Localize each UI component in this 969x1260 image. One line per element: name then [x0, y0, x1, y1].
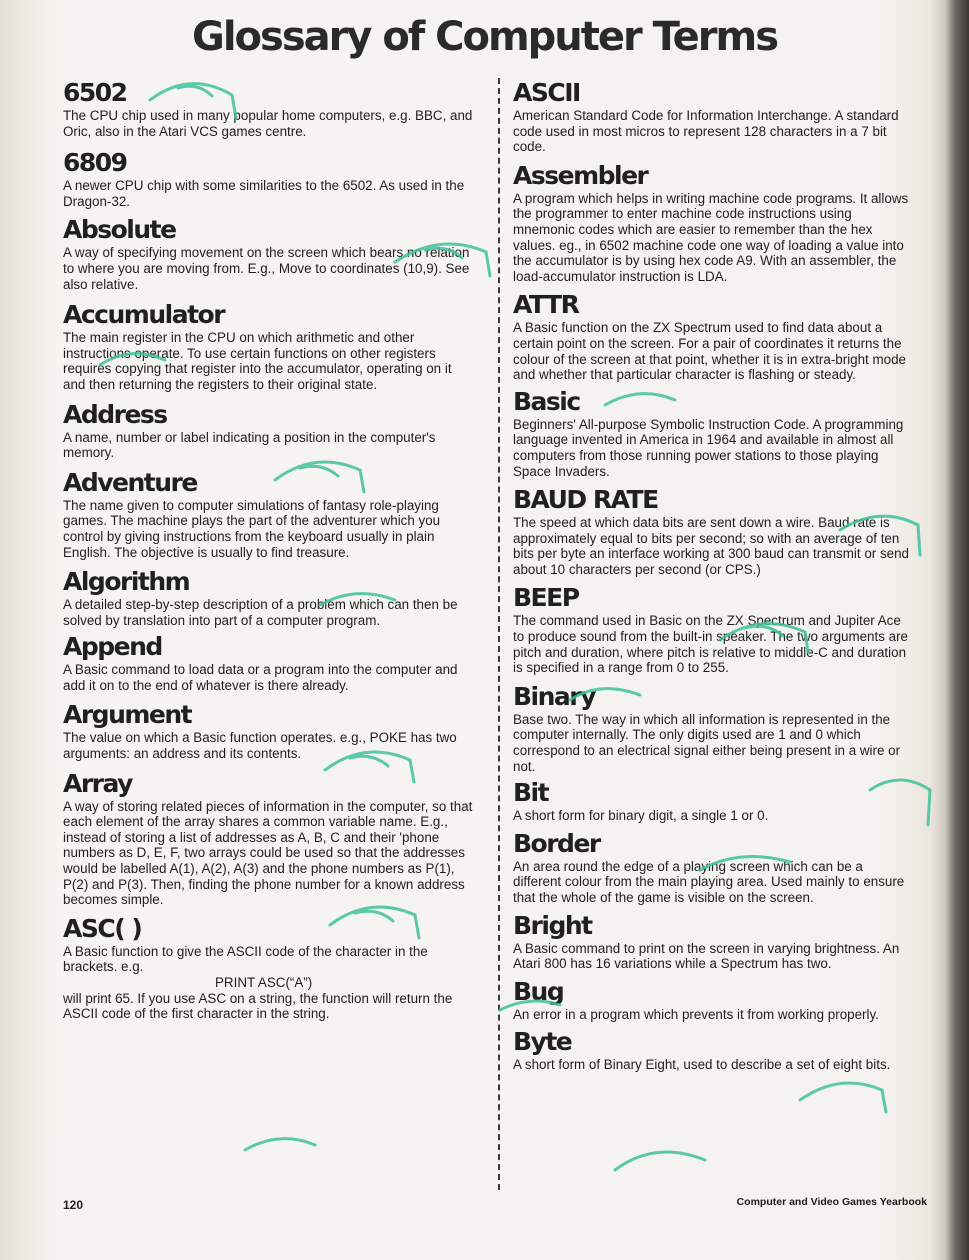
- glossary-entry: [513, 682, 913, 774]
- marker-squiggle: [615, 1152, 705, 1170]
- glossary-entry: [63, 215, 473, 292]
- entry-definition: A Basic command to load data or a program into the computer and add it on to the end of whatever is there already.: [63, 662, 458, 693]
- entry-definition: The main register in the CPU on which arithmetic and other instructions operate. To use certain functions on other registers requires copying that register into the accumulator, operating on it and then returning the registers to their original state.: [63, 330, 452, 392]
- entry-definition: Base two. The way in which all information is represented in the computer internally. The only digits used are 1 and 0 which correspond to an electrical signal either being present in a wire or not.: [513, 711, 901, 774]
- glossary-entry: [513, 485, 913, 577]
- glossary-entry: [63, 78, 473, 139]
- glossary-entry: [513, 911, 913, 972]
- entry-definition: A short form of Binary Eight, used to describe a set of eight bits.: [513, 1057, 891, 1073]
- glossary-entry: [63, 468, 473, 560]
- glossary-entry: [63, 567, 473, 628]
- entry-definition: American Standard Code for Information Interchange. A standard code used in most micros to represent 128 characters in a 7 bit code.: [513, 108, 899, 155]
- entry-term: Basic: [513, 386, 580, 416]
- glossary-entry: [513, 161, 913, 285]
- entry-definition: A way of specifying movement on the screen which bears no relation to where you are moving from. E.g., Move to coordinates (10,9). See also relative.: [63, 245, 470, 292]
- entry-term: Argument: [63, 700, 192, 730]
- entry-term: ATTR: [513, 290, 579, 320]
- entry-definition: The name given to computer simulations of fantasy role-playing games. The machine plays the part of the adventurer which you control by giving instructions from the keyboard usually in plain English. The objective is usually to find treasure.: [63, 497, 441, 560]
- page-title: Glossary of Computer Terms: [191, 14, 777, 60]
- glossary-entry: [513, 290, 913, 382]
- definition-end: will print 65. If you use ASC on a string, the function will return the ASCII code of the first character in the string.: [63, 990, 453, 1022]
- entry-term: Accumulator: [63, 300, 225, 330]
- entry-definition: A Basic function on the ZX Spectrum used to find data about a certain point on the screen. For a pair of coordinates it returns the colour of the screen at that point, whether it is in extra-bright mode and whether that particular character is flashing or steady.: [513, 320, 906, 383]
- entry-definition: A short form for binary digit, a single 1 or 0.: [513, 808, 769, 824]
- glossary-entry: [513, 387, 913, 479]
- glossary-entry-asc: [63, 914, 473, 1022]
- entry-definition: The CPU chip used in many popular home computers, e.g. BBC, and Oric, also in the Atari VCS games centre.: [63, 108, 473, 139]
- entry-definition: A way of storing related pieces of information in the computer, so that each element of the array shares a common variable name. E.g., instead of storing a list of addresses as A, B, C and their 'phone numbers as D, E, F, two arrays could be used so that the addresses would be labelled A(1), A(2), A(3) and the phone numbers as P(1), P(2) and P(3). Then, finding the phone number for a known address becomes simple.: [63, 798, 473, 908]
- glossary-entry: [513, 829, 913, 906]
- entry-term: Border: [513, 828, 600, 858]
- entry-definition: The value on which a Basic function operates. e.g., POKE has two arguments: an address and its contents.: [63, 730, 457, 762]
- glossary-entry: [513, 583, 913, 675]
- entry-term: Append: [63, 632, 162, 662]
- entry-definition: A Basic command to print on the screen in varying brightness. An Atari 800 has 16 variations while a Spectrum has two.: [513, 940, 900, 972]
- entry-term: ASCII: [513, 78, 580, 107]
- glossary-entry: [63, 700, 473, 761]
- entry-definition: An error in a program which prevents it from working properly.: [513, 1006, 879, 1022]
- glossary-entry: [63, 148, 473, 209]
- entry-term: 6502: [63, 78, 127, 107]
- glossary-entry: [513, 778, 913, 824]
- entry-definition: [63, 944, 473, 1022]
- glossary-entry: [63, 769, 473, 908]
- entry-term: Absolute: [63, 215, 176, 245]
- entry-term: Algorithm: [63, 567, 190, 597]
- column-divider: [498, 78, 502, 1190]
- glossary-entry: [513, 1027, 913, 1073]
- right-column: [513, 78, 913, 1073]
- entry-term: Bug: [513, 976, 564, 1006]
- entry-term: Array: [63, 768, 132, 798]
- entry-definition: An area round the edge of a playing screen which can be a different colour from the main playing area. Used mainly to ensure that the whole of the game is visible on the screen.: [513, 858, 905, 905]
- entry-term: ASC( ): [63, 913, 142, 943]
- page-number: 120: [63, 1198, 84, 1212]
- definition-start: A Basic function to give the ASCII code of the character in the brackets. e.g.: [63, 943, 428, 975]
- publication-name: Computer and Video Games Yearbook: [736, 1196, 927, 1208]
- entry-term: Byte: [513, 1027, 572, 1057]
- entry-term: 6809: [63, 148, 127, 178]
- entry-definition: A program which helps in writing machine code programs. It allows the programmer to enter machine code instructions using mnemonic codes which are easier to remember than the hex values. eg., in 6502 machine code one way of loading a value into the accumulator is by using hex code A9. With an assembler, the load-accumulator instruction is LDA.: [513, 190, 909, 284]
- entry-term: Assembler: [513, 160, 648, 190]
- entry-definition: Beginners' All-purpose Symbolic Instruction Code. A programming language invented in America in 1964 and available in almost all computers from those running power stations to those playing Space Invaders.: [513, 416, 904, 479]
- glossary-entry: [513, 78, 913, 155]
- entry-term: Binary: [513, 681, 595, 711]
- entry-term: Adventure: [63, 467, 197, 497]
- entry-definition: A name, number or label indicating a position in the computer's memory.: [63, 429, 436, 461]
- entry-term: Bit: [513, 778, 549, 808]
- glossary-entry: [63, 632, 473, 693]
- left-column: [63, 78, 473, 1022]
- glossary-entry: [513, 977, 913, 1023]
- entry-definition: A newer CPU chip with some similarities to the 6502. As used in the Dragon-32.: [63, 178, 465, 209]
- entry-term: Address: [63, 399, 167, 429]
- marker-squiggle: [800, 1083, 886, 1112]
- code-example: PRINT ASC(“A”): [215, 975, 313, 990]
- entry-definition: The command used in Basic on the ZX Spectrum and Jupiter Ace to produce sound from the built-in speaker. The two arguments are pitch and duration, where pitch is relative to middle-C and duration is specified in a range from 0 to 255.: [513, 613, 908, 676]
- glossary-entry: [63, 400, 473, 461]
- entry-term: BAUD RATE: [513, 485, 658, 515]
- entry-term: BEEP: [513, 583, 579, 613]
- entry-term: Bright: [513, 910, 592, 940]
- entry-definition: The speed at which data bits are sent down a wire. Baud rate is approximately equal to bits per second; so with an average of ten bits per byte an interface working at 300 baud can transmit or send about 10 characters per second (or CPS.): [513, 515, 909, 577]
- entry-definition: A detailed step-by-step description of a problem which can then be solved by translation into part of a computer program.: [63, 597, 458, 628]
- glossary-entry: [63, 300, 473, 392]
- marker-squiggle: [245, 1139, 315, 1150]
